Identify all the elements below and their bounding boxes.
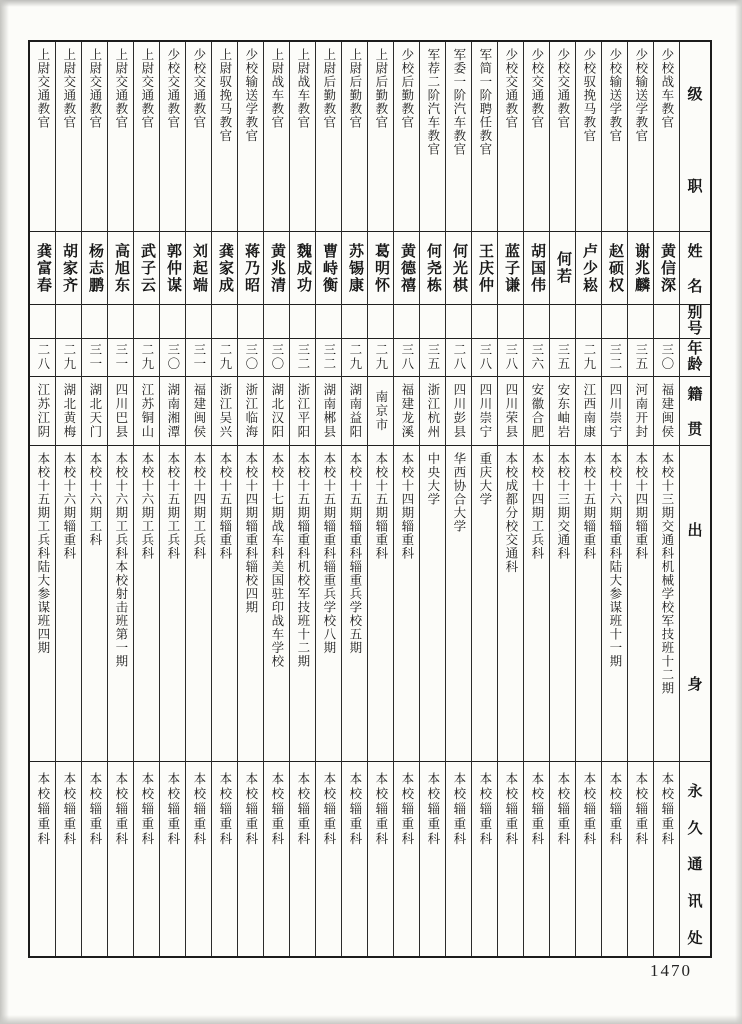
person-age: 二九 xyxy=(581,343,596,372)
person-native-place: 浙江临海 xyxy=(243,382,258,439)
person-age: 三二 xyxy=(321,343,336,372)
person-rank: 军委一阶汽车教官 xyxy=(451,48,466,156)
person-address: 本校辎重科 xyxy=(477,771,492,847)
person-age: 二九 xyxy=(347,343,362,372)
person-address: 本校辎重科 xyxy=(295,771,310,847)
person-name: 葛明怀 xyxy=(373,242,389,294)
person-native-place: 安徽合肥 xyxy=(529,382,544,439)
person-rank: 上尉战车教官 xyxy=(295,48,310,129)
person-native-place: 南京市 xyxy=(373,389,388,432)
person-age: 三〇 xyxy=(659,343,674,372)
person-address: 本校辎重科 xyxy=(581,771,596,847)
person-column xyxy=(264,42,290,956)
person-rank: 少校输送学教官 xyxy=(607,48,622,143)
person-rank: 少校交通教官 xyxy=(503,48,518,129)
person-address: 本校辎重科 xyxy=(633,771,648,847)
person-origin: 本校十六期工科 xyxy=(87,452,102,547)
person-address: 本校辎重科 xyxy=(659,771,674,847)
person-address: 本校辎重科 xyxy=(87,771,102,847)
person-rank: 少校交通教官 xyxy=(555,48,570,129)
person-rank: 上尉后勤教官 xyxy=(373,48,388,129)
person-name: 黄德禧 xyxy=(399,242,415,294)
person-rank: 少校交通教官 xyxy=(529,48,544,129)
person-address: 本校辎重科 xyxy=(607,771,622,847)
person-name: 蒋乃昭 xyxy=(243,242,259,294)
person-name: 卢少崧 xyxy=(581,242,597,294)
person-column xyxy=(420,42,446,956)
person-rank: 上尉交通教官 xyxy=(87,48,102,129)
person-column xyxy=(160,42,186,956)
person-column xyxy=(628,42,654,956)
table-header-column xyxy=(680,42,710,956)
person-native-place: 安东岫岩 xyxy=(555,382,570,439)
person-address: 本校辎重科 xyxy=(191,771,206,847)
person-rank: 上尉后勤教官 xyxy=(321,48,336,129)
person-address: 本校辎重科 xyxy=(243,771,258,847)
person-age: 三〇 xyxy=(165,343,180,372)
scan-edge-left xyxy=(0,0,9,1024)
person-address: 本校辎重科 xyxy=(269,771,284,847)
person-column xyxy=(186,42,212,956)
person-age: 三二 xyxy=(295,343,310,372)
person-column xyxy=(394,42,420,956)
person-native-place: 四川巴县 xyxy=(113,382,128,439)
person-rank: 少校驭挽马教官 xyxy=(581,48,596,143)
person-origin: 本校十五期辎重科辎重兵学校五期 xyxy=(347,452,362,655)
person-column xyxy=(290,42,316,956)
person-address: 本校辎重科 xyxy=(35,771,50,847)
person-rank: 少校战车教官 xyxy=(659,48,674,129)
personnel-table xyxy=(28,40,712,958)
person-origin: 本校十六期工兵科本校射击班第一期 xyxy=(113,452,128,669)
person-name: 谢兆麟 xyxy=(633,242,649,294)
person-age: 二九 xyxy=(217,343,232,372)
person-age: 二八 xyxy=(451,343,466,372)
person-address: 本校辎重科 xyxy=(451,771,466,847)
person-name: 何尧栋 xyxy=(425,242,441,294)
person-native-place: 福建龙溪 xyxy=(399,382,414,439)
person-age: 二九 xyxy=(61,343,76,372)
person-native-place: 江苏江阴 xyxy=(35,382,50,439)
person-native-place: 浙江平阳 xyxy=(295,382,310,439)
person-native-place: 四川崇宁 xyxy=(607,382,622,439)
person-address: 本校辎重科 xyxy=(425,771,440,847)
scan-edge-right xyxy=(735,0,742,1024)
person-rank: 少校交通教官 xyxy=(165,48,180,129)
person-age: 三五 xyxy=(425,343,440,372)
person-rank: 少校输送学教官 xyxy=(633,48,648,143)
person-origin: 本校成都分校交通科 xyxy=(503,452,518,574)
person-name: 赵硕权 xyxy=(607,242,623,294)
person-name: 胡家齐 xyxy=(61,242,77,294)
person-column xyxy=(238,42,264,956)
person-origin: 重庆大学 xyxy=(477,452,492,507)
person-origin: 本校十五期辎重科 xyxy=(217,452,232,561)
person-column xyxy=(576,42,602,956)
person-column xyxy=(602,42,628,956)
person-age: 三六 xyxy=(529,343,544,372)
person-origin: 本校十五期辎重科 xyxy=(373,452,388,561)
person-native-place: 湖北黄梅 xyxy=(61,382,76,439)
person-native-place: 江西南康 xyxy=(581,382,596,439)
person-column xyxy=(524,42,550,956)
person-name: 刘起端 xyxy=(191,242,207,294)
person-address: 本校辎重科 xyxy=(373,771,388,847)
person-address: 本校辎重科 xyxy=(217,771,232,847)
person-age: 三一 xyxy=(87,343,102,372)
person-origin: 本校十五期工兵科陆大参谋班四期 xyxy=(35,452,50,655)
person-name: 胡国伟 xyxy=(529,242,545,294)
person-name: 黄兆清 xyxy=(269,242,285,294)
person-column xyxy=(134,42,160,956)
person-native-place: 浙江杭州 xyxy=(425,382,440,439)
person-address: 本校辎重科 xyxy=(139,771,154,847)
person-native-place: 福建闽侯 xyxy=(191,382,206,439)
header-age: 年 龄 xyxy=(680,338,710,376)
person-name: 黄信深 xyxy=(659,242,675,294)
person-native-place: 四川崇宁 xyxy=(477,382,492,439)
person-origin: 本校十七期战车科美国驻印战车学校 xyxy=(269,452,284,669)
person-name: 武子云 xyxy=(139,242,155,294)
person-column xyxy=(446,42,472,956)
person-column xyxy=(82,42,108,956)
person-origin: 本校十五期工兵科 xyxy=(165,452,180,561)
person-column xyxy=(472,42,498,956)
person-address: 本校辎重科 xyxy=(555,771,570,847)
person-native-place: 四川荣县 xyxy=(503,382,518,439)
person-name: 高旭东 xyxy=(113,242,129,294)
person-age: 三〇 xyxy=(243,343,258,372)
person-name: 郭仲谋 xyxy=(165,242,181,294)
person-rank: 上尉驭挽马教官 xyxy=(217,48,232,143)
person-column xyxy=(342,42,368,956)
person-age: 二九 xyxy=(373,343,388,372)
person-column xyxy=(212,42,238,956)
person-native-place: 湖北天门 xyxy=(87,382,102,439)
person-origin: 本校十四期工兵科 xyxy=(191,452,206,561)
person-origin: 华西协合大学 xyxy=(451,452,466,534)
header-native-place: 籍 贯 xyxy=(680,376,710,446)
person-origin: 本校十四期辎重科辎校四期 xyxy=(243,452,258,615)
scan-edge-top xyxy=(0,0,742,7)
person-origin: 本校十三期交通科 xyxy=(555,452,570,561)
person-origin: 本校十三期交通科机械学校军技班十二期 xyxy=(659,452,674,696)
person-age: 三五 xyxy=(555,343,570,372)
person-origin: 本校十六期辎重科 xyxy=(61,452,76,561)
person-address: 本校辎重科 xyxy=(113,771,128,847)
person-native-place: 江苏铜山 xyxy=(139,382,154,439)
person-rank: 少校输送学教官 xyxy=(243,48,258,143)
person-address: 本校辎重科 xyxy=(61,771,76,847)
person-name: 魏成功 xyxy=(295,242,311,294)
person-name: 何光棋 xyxy=(451,242,467,294)
person-age: 三八 xyxy=(399,343,414,372)
page-number: 1470 xyxy=(650,961,692,980)
person-address: 本校辎重科 xyxy=(503,771,518,847)
header-origin: 出 身 xyxy=(680,445,710,761)
person-age: 三一 xyxy=(113,343,128,372)
person-column xyxy=(108,42,134,956)
person-age: 二八 xyxy=(35,343,50,372)
person-address: 本校辎重科 xyxy=(165,771,180,847)
header-rank: 级 职 xyxy=(687,87,703,195)
person-origin: 中央大学 xyxy=(425,452,440,507)
person-rank: 上尉交通教官 xyxy=(113,48,128,129)
person-age: 三八 xyxy=(503,343,518,372)
person-column xyxy=(550,42,576,956)
person-column xyxy=(30,42,56,956)
person-address: 本校辎重科 xyxy=(399,771,414,847)
person-column xyxy=(316,42,342,956)
person-native-place: 湖南益阳 xyxy=(347,382,362,439)
person-column xyxy=(56,42,82,956)
header-alias: 别 号 xyxy=(680,304,710,338)
person-origin: 本校十四期辎重科 xyxy=(399,452,414,561)
person-name: 苏锡康 xyxy=(347,242,363,294)
person-rank: 军简一阶聘任教官 xyxy=(477,48,492,156)
person-age: 二九 xyxy=(139,343,154,372)
person-native-place: 湖北汉阳 xyxy=(269,382,284,439)
person-age: 三五 xyxy=(633,343,648,372)
person-native-place: 湖南湘潭 xyxy=(165,382,180,439)
person-native-place: 四川彭县 xyxy=(451,382,466,439)
person-origin: 本校十五期辎重科 xyxy=(581,452,596,561)
person-native-place: 福建闽侯 xyxy=(659,382,674,439)
person-age: 三〇 xyxy=(269,343,284,372)
header-address: 永 久 通 讯 处 xyxy=(680,761,710,956)
person-age: 三一 xyxy=(191,343,206,372)
person-name: 龚富春 xyxy=(35,242,51,294)
person-name: 何若 xyxy=(555,251,571,285)
person-address: 本校辎重科 xyxy=(529,771,544,847)
person-address: 本校辎重科 xyxy=(347,771,362,847)
person-name: 杨志鹏 xyxy=(87,242,103,294)
person-address: 本校辎重科 xyxy=(321,771,336,847)
person-name: 曹峙衡 xyxy=(321,242,337,294)
header-name: 姓 名 xyxy=(680,231,710,304)
person-native-place: 河南开封 xyxy=(633,382,648,439)
person-origin: 本校十六期工兵科 xyxy=(139,452,154,561)
person-rank: 上尉交通教官 xyxy=(35,48,50,129)
person-name: 龚家成 xyxy=(217,242,233,294)
person-origin: 本校十五期辎重科辎重兵学校八期 xyxy=(321,452,336,655)
person-column xyxy=(368,42,394,956)
person-rank: 上尉交通教官 xyxy=(61,48,76,129)
person-age: 三二 xyxy=(607,343,622,372)
person-native-place: 浙江吴兴 xyxy=(217,382,232,439)
person-native-place: 湖南郴县 xyxy=(321,382,336,439)
person-rank: 少校交通教官 xyxy=(191,48,206,129)
scan-edge-bottom xyxy=(0,1015,742,1024)
person-origin: 本校十四期辎重科 xyxy=(633,452,648,561)
person-rank: 少校后勤教官 xyxy=(399,48,414,129)
person-name: 王庆仲 xyxy=(477,242,493,294)
person-origin: 本校十五期辎重科机校军技班十二期 xyxy=(295,452,310,669)
person-rank: 上尉交通教官 xyxy=(139,48,154,129)
person-origin: 本校十六期辎重科陆大参谋班十一期 xyxy=(607,452,622,669)
person-column xyxy=(654,42,680,956)
person-rank: 上尉战车教官 xyxy=(269,48,284,129)
person-age: 三八 xyxy=(477,343,492,372)
person-name: 蓝子谦 xyxy=(503,242,519,294)
person-rank: 上尉后勤教官 xyxy=(347,48,362,129)
person-rank: 军荐二阶汽车教官 xyxy=(425,48,440,156)
person-origin: 本校十四期工兵科 xyxy=(529,452,544,561)
person-column xyxy=(498,42,524,956)
